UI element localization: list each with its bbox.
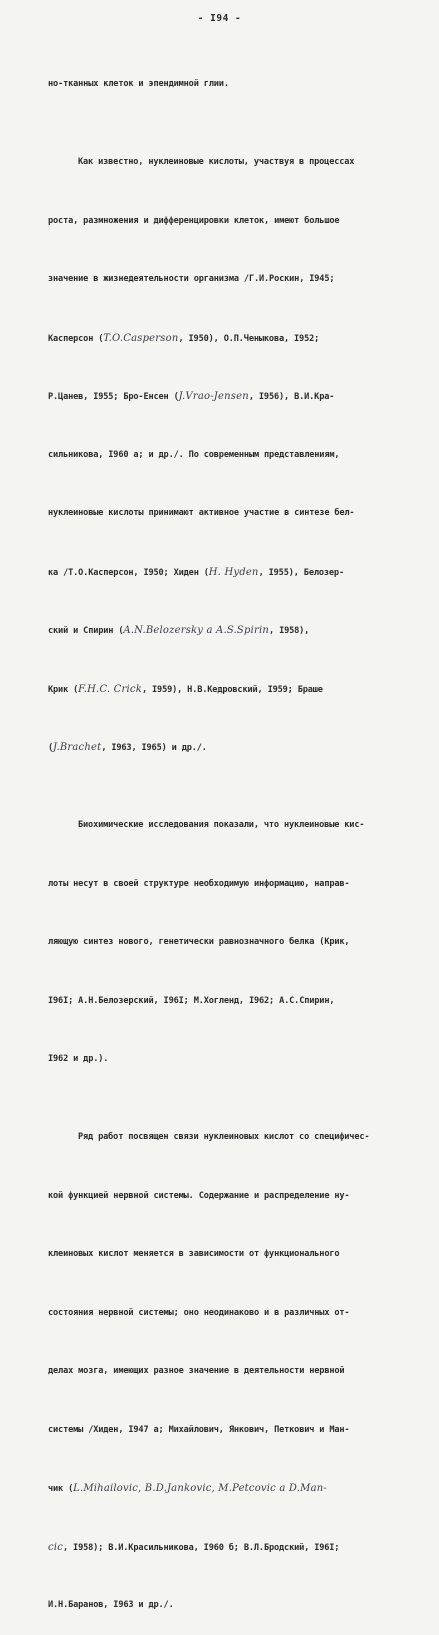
paragraph-2-line-6: сильникова, I960 а; и др./. По современным представлениям, <box>48 449 340 460</box>
paragraph-3-line-2: лоты несут в своей структуре необходимую информацию, направ- <box>48 878 350 889</box>
paragraph-4-line-6: системы /Хиден, I947 а; Михайлович, Янкович, Петкович и Ман- <box>48 1424 350 1435</box>
typed-text: , I955), Белозер- <box>258 567 344 578</box>
typed-text: , I963, I965) и др./. <box>101 743 207 753</box>
paragraph-1-line-1: но-тканных клеток и эпендимной глии. <box>48 79 229 89</box>
typed-text: ка /Т.О.Касперсон, I950; Хиден ( <box>48 567 209 578</box>
handwritten-name: J.Brachet <box>53 742 102 753</box>
paragraph-4-line-9: И.Н.Баранов, I963 и др./. <box>48 1600 174 1610</box>
paragraph-4-line-1: Ряд работ посвящен связи нуклеиновых кислот со специфичес- <box>78 1132 370 1142</box>
paragraph-4-line-4: состояния нервной системы; оно неодинаково и в различных от- <box>48 1307 350 1318</box>
paragraph-2-line-8 <box>48 563 418 583</box>
paragraph-4-line-3: клеиновых кислот меняется в зависимости от функционального <box>48 1249 340 1259</box>
typed-text: чик ( <box>48 1484 74 1494</box>
handwritten-name: L.Mihailovic, B.D.Jankovic, M.Petcovic a D.Man- <box>73 1483 327 1494</box>
handwritten-name: F.H.C. Crick <box>78 683 142 695</box>
paragraph-2-line-11 <box>48 738 418 758</box>
typed-text: , I959), Н.В.Кедровский, I959; Браше <box>141 684 323 695</box>
paragraph-2-line-5 <box>48 387 418 407</box>
paragraph-3-line-1: Биохимические исследования показали, что нуклеиновые кис- <box>78 820 365 830</box>
typed-text: , I950), О.П.Ченыкова, I952; <box>178 333 320 344</box>
typed-text: , I958); В.И.Красильникова, I960 б; В.Л.Бродский, I96I; <box>63 1542 340 1553</box>
paragraph-3-line-5: I962 и др.). <box>48 1054 109 1064</box>
paragraph-2-line-10 <box>48 680 418 700</box>
paragraph-4-line-7 <box>48 1479 418 1499</box>
paragraph-3-line-4: I96I; А.Н.Белозерский, I96I; М.Хогленд, I962; А.С.Спирин, <box>48 995 335 1006</box>
paragraph-4-line-5: делах мозга, имеющих разное значение в деятельности нервной <box>48 1366 345 1376</box>
paragraph-2-line-2: роста, размножения и дифференцировки клеток, имеют большое <box>48 215 340 226</box>
handwritten-name: A.N.Belozersky a A.S.Spirin <box>123 625 270 636</box>
paragraph-2-line-4 <box>48 329 418 349</box>
handwritten-name: H. Hyden <box>208 566 259 578</box>
paragraph-3-line-3: ляющую синтез нового, генетически равнозначного белка (Крик, <box>48 937 350 947</box>
typed-text: Р.Цанев, I955; Бро-Енсен ( <box>48 392 179 402</box>
paragraph-2-line-9 <box>48 621 418 641</box>
handwritten-name: T.O.Casperson <box>103 332 179 344</box>
handwritten-name: cic <box>48 1541 63 1553</box>
handwritten-name: J.Vrao-Jensen <box>178 391 249 402</box>
paragraph-4-line-8 <box>48 1538 418 1558</box>
typed-text: , I958), <box>269 626 310 636</box>
typed-text: ский и Спирин ( <box>48 626 124 636</box>
typed-text: Касперсон ( <box>48 333 104 344</box>
paragraph-2-line-3: значение в жизнедеятельности организма /Г.И.Роскин, I945; <box>48 274 335 284</box>
paragraph-4-line-2: кой функцией нервной системы. Содержание и распределение ну- <box>48 1190 350 1201</box>
typed-text: ( <box>48 743 54 753</box>
typed-text: Крик ( <box>48 684 79 695</box>
page-number: - I94 - <box>197 13 242 24</box>
document-body <box>48 36 418 1635</box>
paragraph-2-line-7: нуклеиновые кислоты принимают активное участие в синтезе бел- <box>48 508 355 518</box>
typed-text: , I956), В.И.Кра- <box>248 392 335 402</box>
paragraph-2-line-1: Как известно, нуклеиновые кислоты, участвуя в процессах <box>78 157 355 167</box>
